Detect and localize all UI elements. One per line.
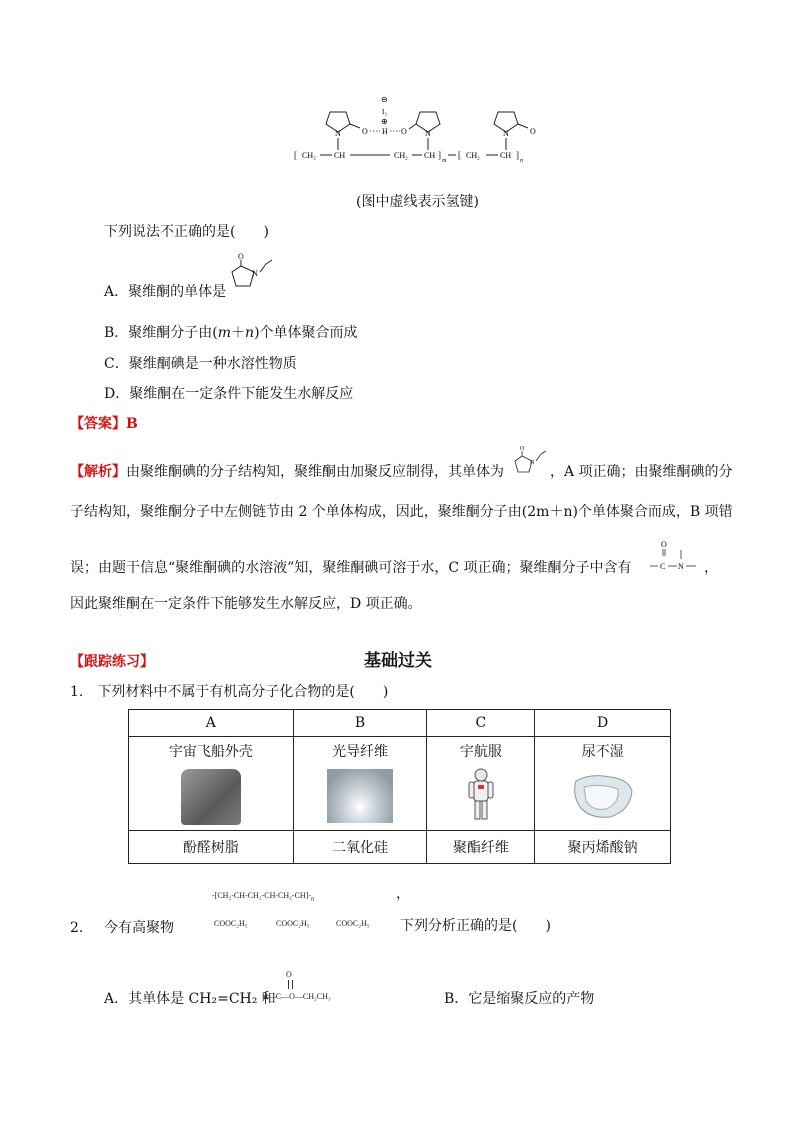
q2-number: 2. xyxy=(70,920,84,936)
cell-d xyxy=(535,737,671,831)
q2-option-a: A．其单体是 CH₂=CH₂ 和 xyxy=(104,991,276,1007)
q2-option-a-carbonyl-o: O xyxy=(286,970,292,979)
header-a: A xyxy=(129,710,294,737)
option-d: D．聚维酮在一定条件下能发生水解反应 xyxy=(104,386,354,402)
q2-substituent-2: COOC₂H₅ xyxy=(276,919,310,928)
q1-materials-table xyxy=(128,709,671,864)
ring2-n: N xyxy=(425,129,431,138)
analysis-monomer-o: O xyxy=(520,446,525,452)
ring1-n: N xyxy=(335,129,341,138)
analysis-monomer-structure xyxy=(512,442,548,478)
option-b-prefix: B．聚维酮分子由( xyxy=(104,325,218,341)
polymer-structure-figure xyxy=(290,94,560,170)
item-d-label: 尿不湿 xyxy=(581,744,624,760)
ring3-o: O xyxy=(530,127,536,136)
option-b-plus: ＋ xyxy=(231,325,246,341)
monomer-structure xyxy=(228,250,274,296)
q2-option-b: B．它是缩聚反应的产物 xyxy=(444,991,595,1007)
minus-sign: ⊖ xyxy=(381,95,388,104)
spacecraft-shell-image xyxy=(181,769,241,825)
backbone-ch2-2: CH₂ xyxy=(394,151,408,160)
item-b-label: 光导纤维 xyxy=(332,744,389,760)
answer-value: B xyxy=(126,416,138,432)
option-a-text: A．聚维酮的单体是 xyxy=(104,284,227,300)
answer-line xyxy=(70,414,138,434)
q2-comma: ， xyxy=(396,886,410,902)
analysis-line-3: 误；由题干信息“聚维酮碘的水溶液”知，聚维酮碘可溶于水，C 项正确；聚维酮分子中含有 xyxy=(70,560,632,576)
amide-n: N xyxy=(678,562,684,571)
option-b xyxy=(104,323,358,343)
q1-stem: 1. 下列材料中不属于有机高分子化合物的是( ) xyxy=(70,684,389,700)
analysis-line-4: 因此聚维酮在一定条件下能够发生水解反应，D 项正确。 xyxy=(70,596,422,612)
material-c: 聚酯纤维 xyxy=(427,831,535,864)
table-image-row xyxy=(129,737,671,831)
analysis-line-3b: ， xyxy=(704,560,718,576)
backbone-bracket-right2: ] xyxy=(516,150,519,160)
spacesuit-image xyxy=(466,767,496,823)
ring1-o: O xyxy=(362,127,368,136)
backbone-bracket-left: [ xyxy=(294,150,297,160)
analysis-monomer-svg xyxy=(512,442,548,478)
header-c: C xyxy=(427,710,535,737)
material-a: 酚醛树脂 xyxy=(129,831,294,864)
material-b: 二氧化硅 xyxy=(293,831,427,864)
option-c: C．聚维酮碘是一种水溶性物质 xyxy=(104,356,297,372)
table-material-row xyxy=(129,831,671,864)
q2-intro: 今有高聚物 xyxy=(104,920,174,936)
iodine-label: I₃ xyxy=(382,108,387,116)
amide-group-svg xyxy=(650,538,704,578)
plus-sign: ⊕ xyxy=(381,117,388,126)
q2-polymer-chain xyxy=(212,891,314,903)
analysis-text-1a: 由聚维酮碘的分子结构知，聚维酮由加聚反应制得，其单体为 xyxy=(126,464,504,480)
q2-stem-tail: 下列分析正确的是( ) xyxy=(400,918,551,934)
amide-group-structure xyxy=(650,538,704,578)
cell-a xyxy=(129,737,294,831)
practice-heading: 基础过关 xyxy=(364,651,432,671)
backbone-ch2-1: CH₂ xyxy=(302,151,316,160)
ring2-o: O xyxy=(401,127,407,136)
analysis-line-2: 子结构知，聚维酮分子中左侧链节由 2 个单体构成，因此，聚维酮分子由(2m＋n)个单体聚合而成，B 项错 xyxy=(70,504,733,520)
answer-label: 【答案】 xyxy=(70,416,126,432)
monomer-o: O xyxy=(238,252,244,261)
structure-caption: (图中虚线表示氢键) xyxy=(356,194,479,210)
q2-option-a-formula: H—C—O—CH₂CH₃ xyxy=(262,992,331,1001)
amide-c: C xyxy=(660,562,666,571)
backbone-ch-1: CH xyxy=(334,151,346,160)
cell-b xyxy=(293,737,427,831)
analysis-label: 【解析】 xyxy=(70,464,126,480)
ring3-n: N xyxy=(503,129,509,138)
backbone-bracket-right1: ] xyxy=(438,150,441,160)
item-a-label: 宇宙飞船外壳 xyxy=(168,744,253,760)
header-d: D xyxy=(535,710,671,737)
hydrogen-label: H xyxy=(382,127,388,136)
analysis-monomer-n: N xyxy=(530,460,535,466)
analysis-line-1b: ，A 项正确；由聚维酮碘的分 xyxy=(550,464,733,480)
q2-option-a-double-bond xyxy=(288,980,293,989)
diaper-image xyxy=(570,767,636,823)
option-b-n: n xyxy=(245,325,255,341)
q2-substituent-1: COOC₂H₅ xyxy=(214,919,248,928)
item-c-label: 宇航服 xyxy=(459,744,502,760)
header-b: B xyxy=(293,710,427,737)
vinylpyrrolidone-structure xyxy=(228,250,274,296)
monomer-n: N xyxy=(252,269,258,278)
question-stem: 下列说法不正确的是( ) xyxy=(104,224,269,240)
q2-chain-n: n xyxy=(311,895,315,903)
polyvidone-iodine-structure xyxy=(290,94,560,170)
backbone-ch-2: CH xyxy=(424,151,436,160)
backbone-ch-3: CH xyxy=(500,151,512,160)
subscript-n: n xyxy=(520,158,523,164)
backbone-bracket-left2: [ xyxy=(458,150,461,160)
analysis-line-1 xyxy=(70,462,504,482)
option-b-suffix: )个单体聚合而成 xyxy=(254,325,358,341)
option-b-m: m xyxy=(217,325,232,341)
subscript-m: m xyxy=(442,158,447,164)
practice-label: 【跟踪练习】 xyxy=(70,654,154,670)
amide-o: O xyxy=(661,540,667,549)
backbone-ch2-3: CH₂ xyxy=(466,151,480,160)
q2-substituent-3: COOC₂H₅ xyxy=(336,919,370,928)
option-a xyxy=(104,282,226,302)
material-d: 聚丙烯酸钠 xyxy=(535,831,671,864)
optical-fiber-image xyxy=(327,769,393,823)
cell-c xyxy=(427,737,535,831)
table-header-row xyxy=(129,710,671,737)
q2-chain-text: -[CH₂-CH-CH₂-CH-CH₂-CH]- xyxy=(212,891,312,900)
